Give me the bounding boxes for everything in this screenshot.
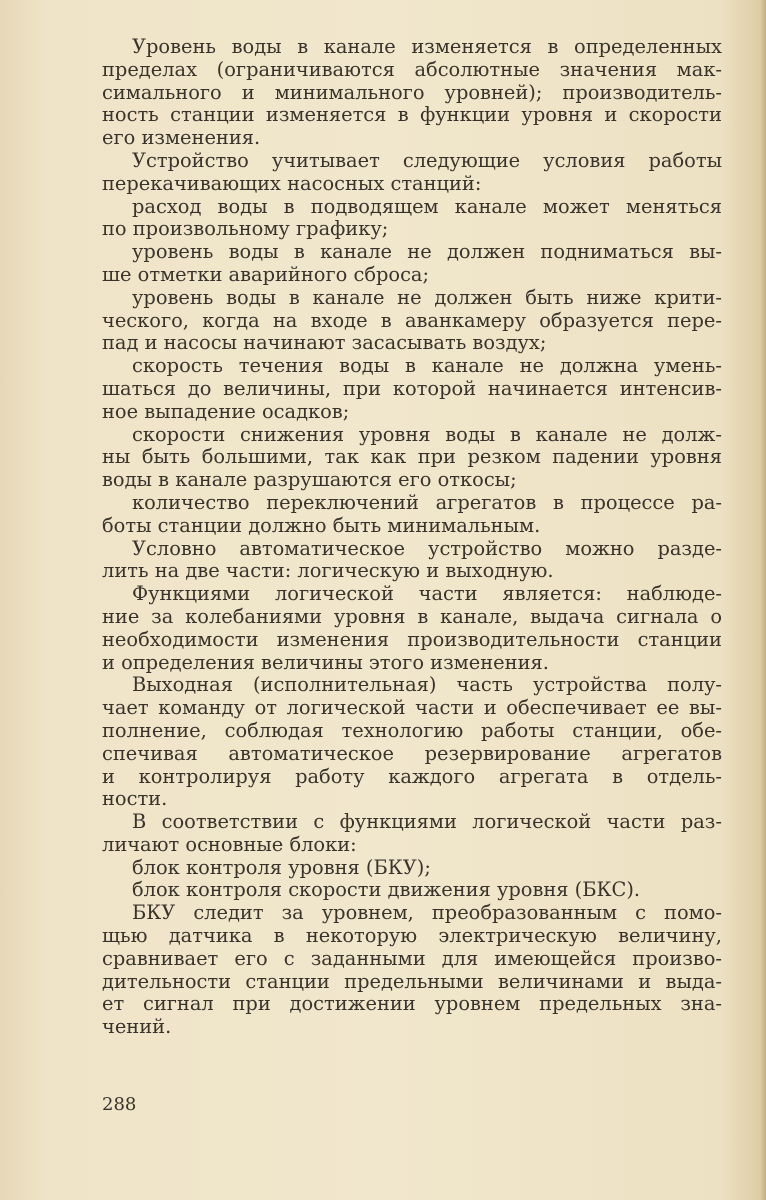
text-line: В соответствии с функциями логической части раз- (132, 811, 722, 834)
text-line: Уровень воды в канале изменяется в определенных (132, 36, 722, 58)
text-line: ное выпадение осадков; (102, 400, 350, 423)
text-line: и контролируя работу каждого агрегата в отдель- (102, 765, 722, 788)
text-line: ние за колебаниями уровня в канале, выдача сигнала о (102, 605, 722, 628)
text-line: ческого, когда на входе в аванкамеру образуется пере- (102, 309, 722, 332)
text-line: чений. (102, 1016, 172, 1039)
text-line: скорости снижения уровня воды в канале не долж- (132, 423, 722, 446)
text-line: спечивая автоматическое резервирование агрегатов (102, 742, 722, 765)
text-line: пад и насосы начинают засасывать воздух; (102, 332, 547, 355)
text-line: воды в канале разрушаются его откосы; (102, 469, 517, 492)
text-line: пределах (ограничиваются абсолютные значения мак- (102, 58, 722, 81)
text-line: ны быть большими, так как при резком падении уровня (102, 446, 722, 469)
body-text (102, 36, 722, 1039)
text-line: блок контроля уровня (БКУ); (132, 856, 431, 879)
text-line: уровень воды в канале не должен быть ниже крити- (132, 286, 722, 309)
text-line: щью датчика в некоторую электрическую величину, (102, 925, 722, 948)
text-line: симального и минимального уровней); производитель- (102, 81, 722, 104)
text-line: лить на две части: логическую и выходную. (102, 560, 554, 583)
text-line: БКУ следит за уровнем, преобразованным с помо- (132, 902, 722, 925)
text-line: по произвольному графику; (102, 218, 389, 241)
text-line: чает команду от логической части и обеспечивает ее вы- (102, 697, 722, 720)
page-edge-shadow (760, 0, 766, 1200)
text-line: ет сигнал при достижении уровнем предельных зна- (102, 993, 722, 1016)
text-line: количество переключений агрегатов в процессе ра- (132, 491, 722, 514)
text-line: уровень воды в канале не должен подниматься вы- (132, 241, 722, 264)
text-line: скорость течения воды в канале не должна умень- (132, 355, 722, 378)
text-line: Устройство учитывает следующие условия работы (132, 149, 722, 172)
page-number: 288 (102, 1094, 137, 1115)
text-line: ность станции изменяется в функции уровня и скорости (102, 104, 722, 127)
text-line: его изменения. (102, 127, 261, 150)
text-line: ности. (102, 788, 168, 811)
text-line: необходимости изменения производительности станции (102, 628, 722, 651)
text-line: и определения величины этого изменения. (102, 651, 549, 674)
text-line: Выходная (исполнительная) часть устройства полу- (132, 674, 722, 697)
text-line: Условно автоматическое устройство можно разде- (132, 537, 722, 560)
text-line: перекачивающих насосных станций: (102, 172, 482, 195)
text-line: дительности станции предельными величинами и выда- (102, 970, 722, 993)
text-line: ше отметки аварийного сброса; (102, 263, 430, 286)
text-line: шаться до величины, при которой начинается интенсив- (102, 377, 722, 400)
text-line: полнение, соблюдая технологию работы станции, обе- (102, 719, 722, 742)
text-line: блок контроля скорости движения уровня (БКС). (132, 879, 641, 902)
text-line: расход воды в подводящем канале может меняться (132, 195, 722, 218)
text-line: Функциями логической части является: наблюде- (132, 583, 722, 606)
text-line: боты станции должно быть минимальным. (102, 514, 541, 537)
text-line: сравнивает его с заданными для имеющейся произво- (102, 947, 722, 970)
text-line: личают основные блоки: (102, 833, 357, 856)
